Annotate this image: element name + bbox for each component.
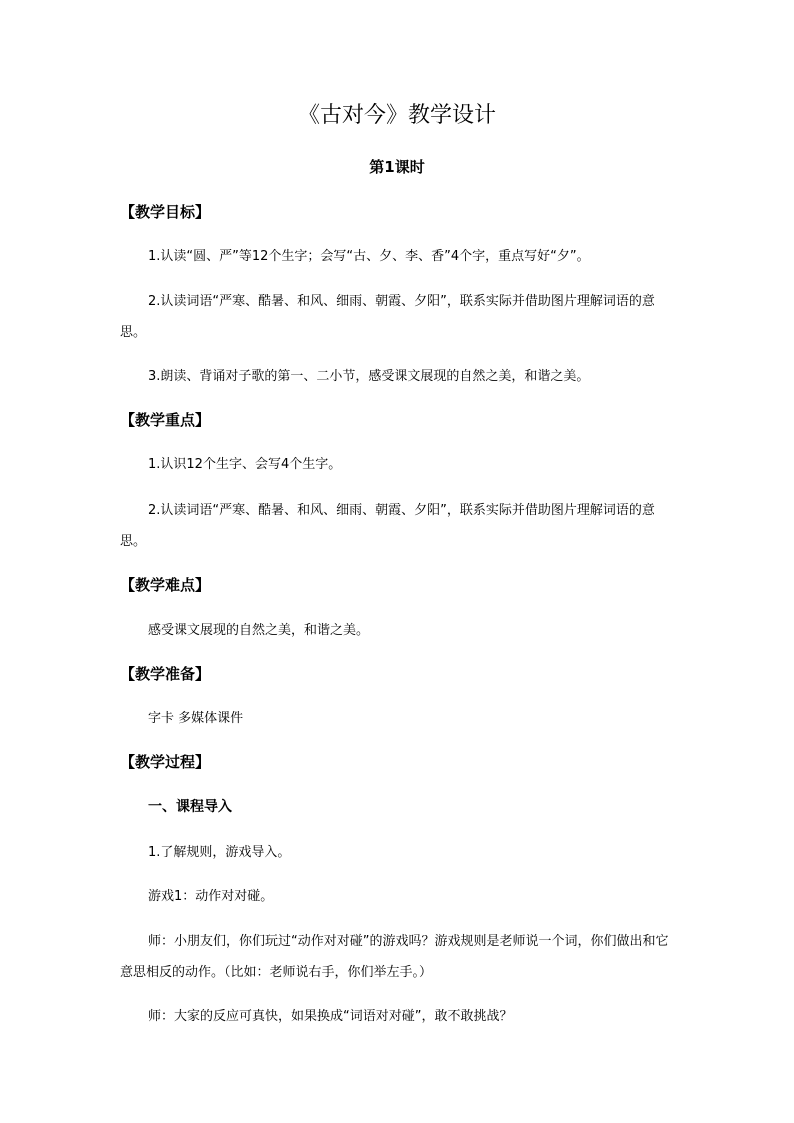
process-item-1: 1.了解规则，游戏导入。 xyxy=(148,845,291,860)
key-point-item-2: 2.认读词语“严寒、酷暑、和风、细雨、朝霞、夕阳”，联系实际并借助图片理解词语的意思。 xyxy=(120,503,655,549)
objective-item-2: 2.认读词语“严寒、酷暑、和风、细雨、朝霞、夕阳”，联系实际并借助图片理解词语的意思。 xyxy=(120,294,655,340)
heading-difficulties: 【教学难点】 xyxy=(120,576,211,594)
key-point-item-1: 1.认识12个生字、会写4个生字。 xyxy=(148,457,342,472)
process-sub-heading: 一、课程导入 xyxy=(148,799,232,815)
process-item-4: 师：大家的反应可真快，如果换成“词语对对碰”，敢不敢挑战？ xyxy=(148,1009,513,1024)
heading-objectives: 【教学目标】 xyxy=(120,203,211,221)
process-item-2: 游戏1：动作对对碰。 xyxy=(148,889,274,904)
process-item-3: 师：小朋友们，你们玩过“动作对对碰”的游戏吗？游戏规则是老师说一个词，你们做出和它意思相反的动作。（比如：老师说右手，你们举左手。） xyxy=(120,934,669,980)
preparation-item-1: 字卡 多媒体课件 xyxy=(148,711,244,726)
difficulty-item-1: 感受课文展现的自然之美，和谐之美。 xyxy=(148,623,370,638)
heading-preparation: 【教学准备】 xyxy=(120,665,211,683)
lesson-period: 第1课时 xyxy=(369,158,425,176)
heading-process: 【教学过程】 xyxy=(120,753,211,771)
objective-item-3: 3.朗读、背诵对子歌的第一、二小节，感受课文展现的自然之美，和谐之美。 xyxy=(148,369,590,384)
heading-key-points: 【教学重点】 xyxy=(120,411,211,429)
objective-item-1: 1.认读“圆、严”等12个生字；会写“古、夕、李、香”4个字，重点写好“夕”。 xyxy=(148,249,590,264)
document-title: 《古对今》教学设计 xyxy=(297,103,496,128)
